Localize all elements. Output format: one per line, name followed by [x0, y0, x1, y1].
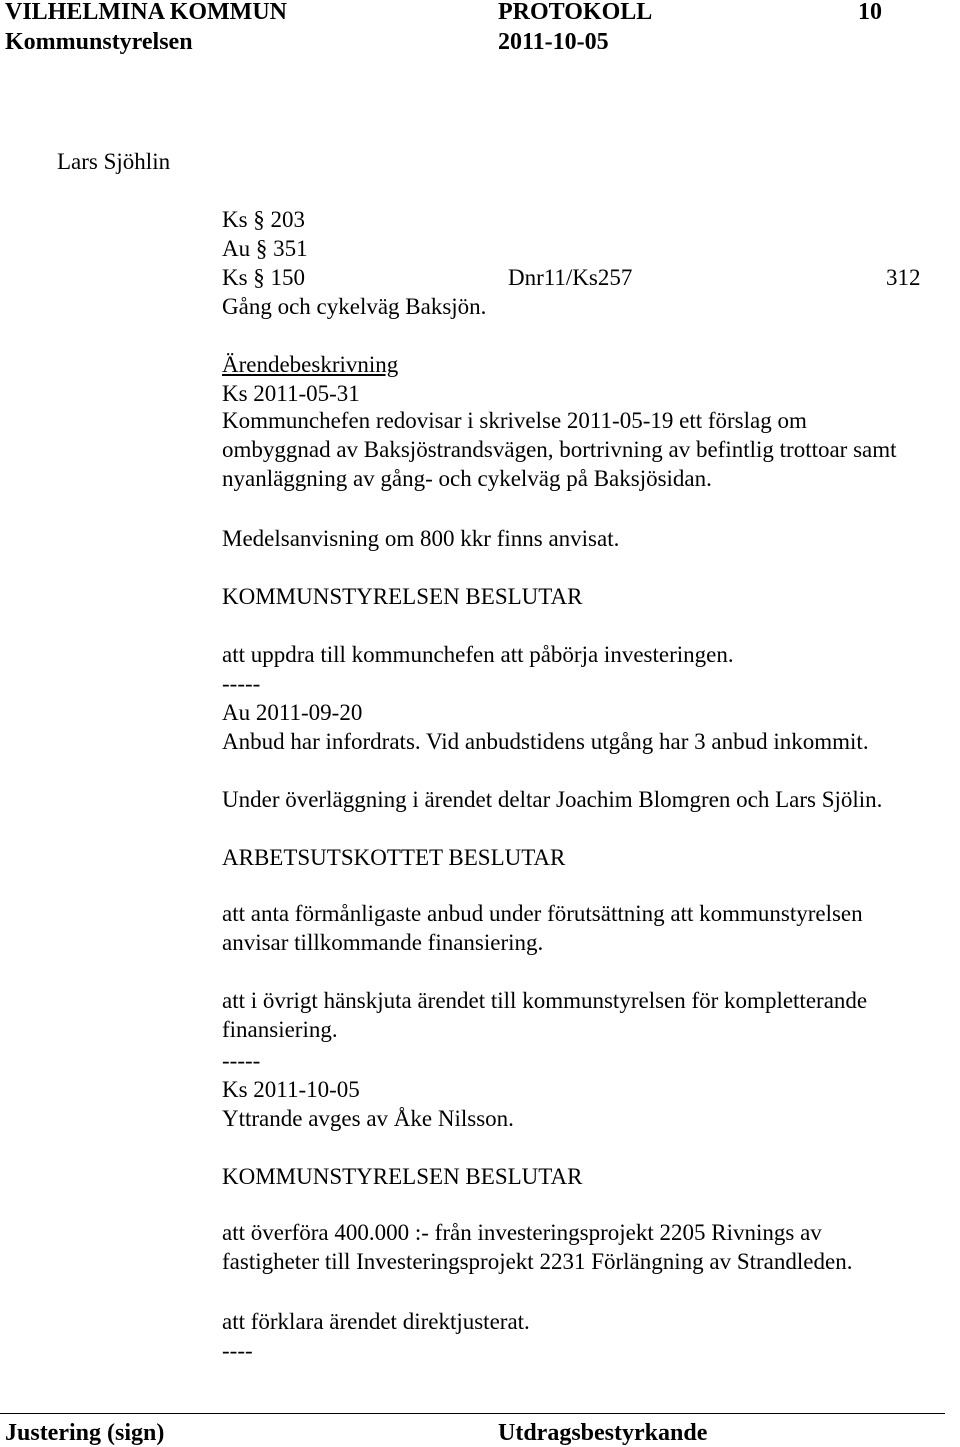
text-line: att i övrigt hänskjuta ärendet till kommunstyrelsen för kompletterande — [222, 988, 868, 1013]
text-line: att överföra 400.000 :- från investeringsprojekt 2205 Rivnings av — [222, 1220, 822, 1245]
doc-type: PROTOKOLL — [498, 0, 653, 25]
text-line: Kommunchefen redovisar i skrivelse 2011-05-19 ett förslag om — [222, 408, 807, 433]
separator: ---- — [222, 1338, 253, 1363]
case-subject: Gång och cykelväg Baksjön. — [222, 294, 487, 319]
text-line: finansiering. — [222, 1017, 338, 1042]
ref-ks: Ks § 203 — [222, 207, 306, 232]
justering-label: Justering (sign) — [5, 1420, 165, 1446]
decision-text: att förklara ärendet direktjusterat. — [222, 1309, 530, 1334]
text-line: nyanläggning av gång- och cykelväg på Baksjösidan. — [222, 466, 712, 491]
decision-heading: KOMMUNSTYRELSEN BESLUTAR — [222, 584, 583, 609]
body-name: Kommunstyrelsen — [5, 29, 193, 55]
section-heading: Ärendebeskrivning — [222, 352, 399, 377]
funding-line: Medelsanvisning om 800 kkr finns anvisat. — [222, 526, 620, 551]
text-line: ombyggnad av Baksjöstrandsvägen, bortrivning av befintlig trottoar samt — [222, 437, 897, 462]
statement-text: Yttrande avges av Åke Nilsson. — [222, 1106, 514, 1131]
attendee-name: Lars Sjöhlin — [57, 149, 171, 174]
decision-text: att uppdra till kommunchefen att påbörja investeringen. — [222, 642, 734, 667]
page-number: 10 — [858, 0, 882, 25]
text-line: fastigheter till Investeringsprojekt 2231 Förlängning av Strandleden. — [222, 1249, 853, 1274]
separator: ----- — [222, 1048, 261, 1073]
date-line: Au 2011-09-20 — [222, 700, 363, 725]
text-line: att anta förmånligaste anbud under förutsättning att kommunstyrelsen — [222, 901, 863, 926]
date-line: Ks 2011-05-31 — [222, 381, 360, 406]
certification-label: Utdragsbestyrkande — [498, 1420, 708, 1446]
date-line: Ks 2011-10-05 — [222, 1077, 360, 1102]
separator: ----- — [222, 671, 261, 696]
text-line: anvisar tillkommande finansiering. — [222, 930, 544, 955]
org-name: VILHELMINA KOMMUN — [5, 0, 287, 25]
signature-line — [0, 1413, 945, 1414]
meeting-date: 2011-10-05 — [498, 29, 609, 55]
decision-paragraph — [222, 899, 863, 957]
decision-heading: ARBETSUTSKOTTET BESLUTAR — [222, 845, 566, 870]
decision-heading: KOMMUNSTYRELSEN BESLUTAR — [222, 1164, 583, 1189]
diary-number: Dnr11/Ks257 — [508, 265, 633, 290]
decision-paragraph — [222, 986, 867, 1044]
ref-ks-150: Ks § 150 — [222, 265, 306, 290]
decision-paragraph — [222, 1218, 852, 1276]
tender-text: Anbud har infordrats. Vid anbudstidens utgång har 3 anbud inkommit. — [222, 729, 869, 754]
ref-au: Au § 351 — [222, 236, 308, 261]
paragraph-proposal — [222, 406, 897, 493]
participants-text: Under överläggning i ärendet deltar Joachim Blomgren och Lars Sjölin. — [222, 787, 883, 812]
case-number: 312 — [886, 265, 921, 290]
